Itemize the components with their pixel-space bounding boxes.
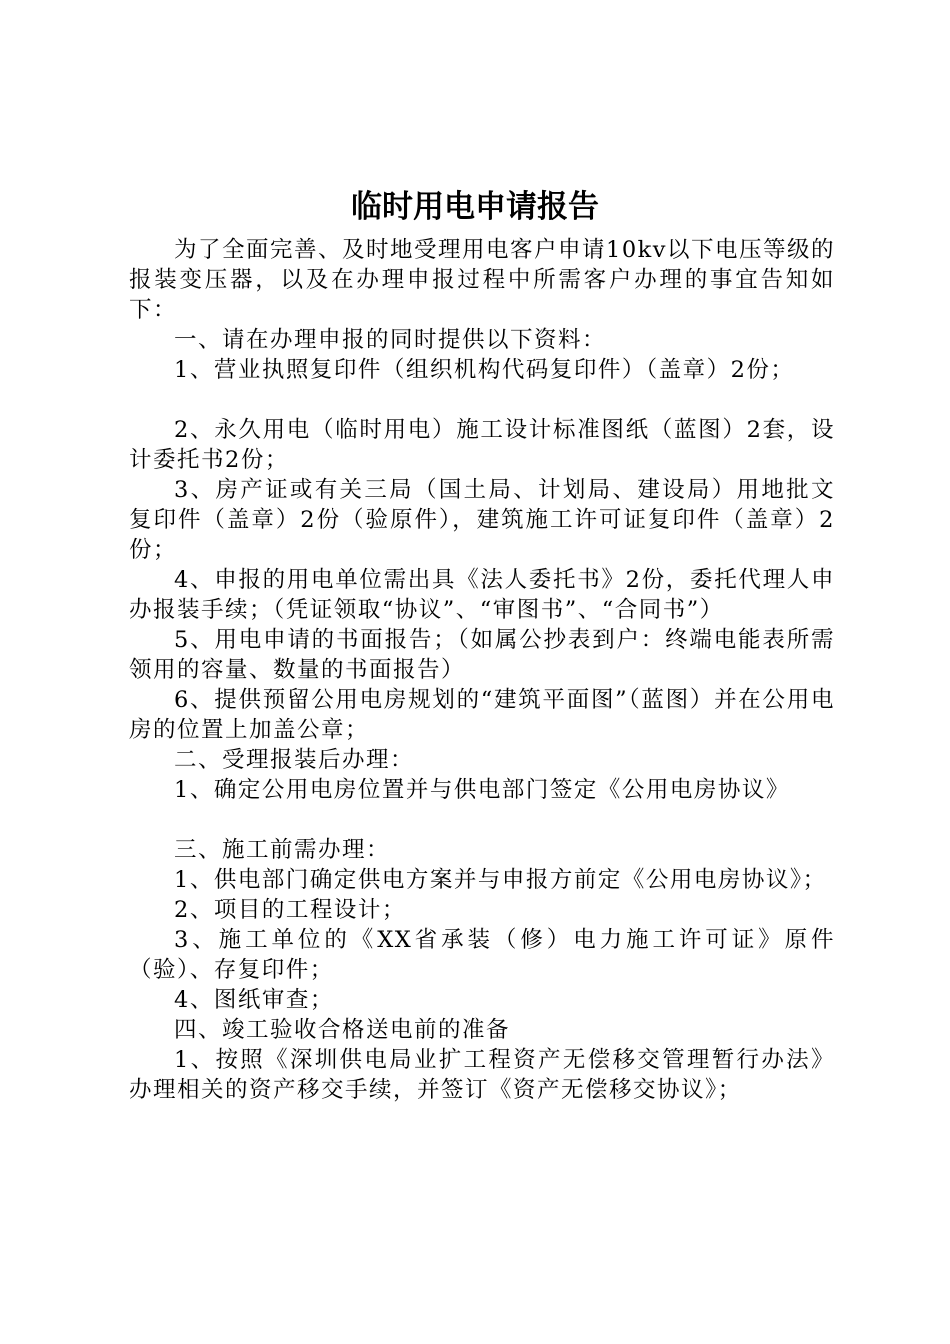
document-title: 临时用电申请报告 <box>351 189 599 225</box>
list-item: 5、用电申请的书面报告；（如属公抄表到户：终端电能表所需领用的容量、数量的书面报告） <box>129 627 835 683</box>
document-body <box>129 235 835 1105</box>
section-heading-4: 四、竣工验收合格送电前的准备 <box>174 1017 511 1043</box>
list-item: 1、营业执照复印件（组织机构代码复印件）（盖章）2份； <box>174 357 795 383</box>
list-item: 1、确定公用电房位置并与供电部门签定《公用电房协议》 <box>174 777 790 803</box>
list-item: 2、永久用电（临时用电）施工设计标准图纸（蓝图）2套，设计委托书2份； <box>129 417 835 473</box>
list-item: 2、项目的工程设计； <box>174 897 406 923</box>
intro-paragraph: 为了全面完善、及时地受理用电客户申请10kv以下电压等级的报装变压器，以及在办理申报过程中所需客户办理的事宜告知如下： <box>129 237 835 323</box>
section-heading-2: 二、受理报装后办理： <box>174 747 415 773</box>
list-item: 3、房产证或有关三局（国土局、计划局、建设局）用地批文复印件（盖章）2份（验原件），建筑施工许可证复印件（盖章）2份； <box>129 477 835 563</box>
list-item: 6、提供预留公用电房规划的“建筑平面图”（蓝图）并在公用电房的位置上加盖公章； <box>129 687 835 743</box>
list-item: 4、申报的用电单位需出具《法人委托书》2份，委托代理人申办报装手续；（凭证领取“协议”、“审图书”、“合同书”） <box>129 567 835 623</box>
section-heading-3: 三、施工前需办理： <box>174 837 391 863</box>
list-item: 4、图纸审查； <box>174 987 334 1013</box>
section-heading-1: 一、请在办理申报的同时提供以下资料： <box>174 327 607 353</box>
list-item: 3、施工单位的《XX省承装（修）电力施工许可证》原件（验）、存复印件； <box>129 927 835 983</box>
list-item: 1、供电部门确定供电方案并与申报方前定《公用电房协议》； <box>174 867 827 893</box>
list-item: 1、按照《深圳供电局业扩工程资产无偿移交管理暂行办法》办理相关的资产移交手续，并签订《资产无偿移交协议》； <box>129 1047 835 1103</box>
